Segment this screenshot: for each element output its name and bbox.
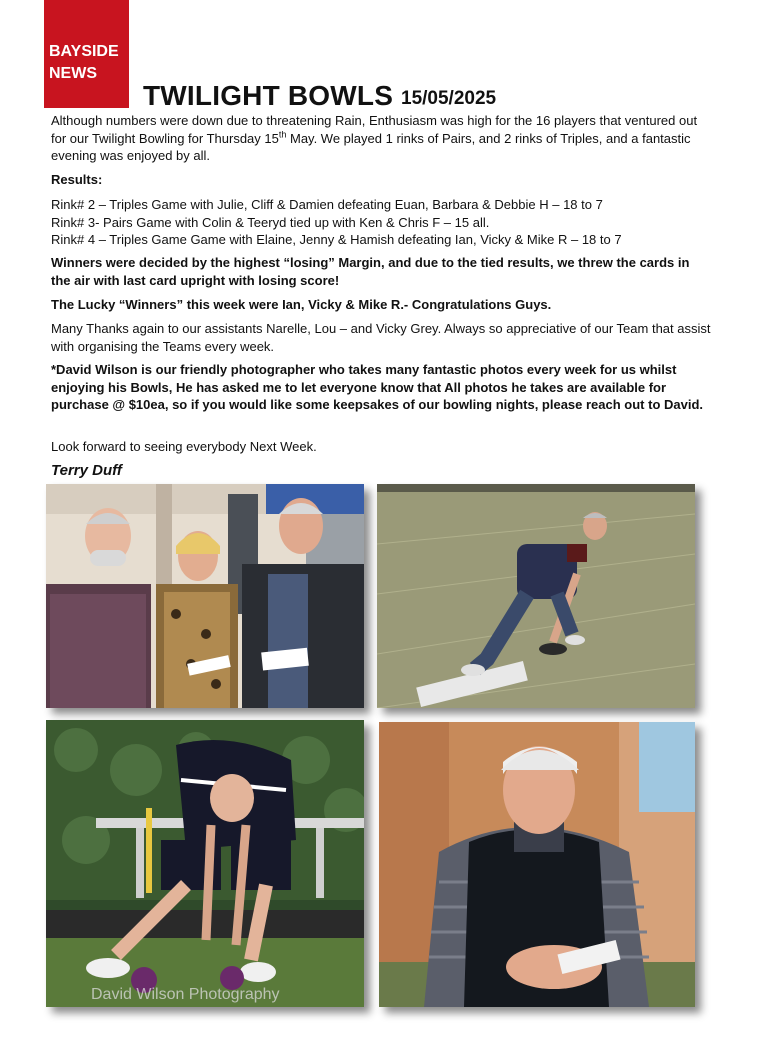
photo-bowler-measuring <box>46 720 364 1007</box>
photographer-note: *David Wilson is our friendly photographer who takes many fantastic photos every week for us whilst enjoying his Bowls, He has asked me to let everyone know that All photos he takes are available for purchase @ $10ea, so if you would like some keepsakes of our bowling nights, please reach out to David. <box>51 362 704 412</box>
badge-line-2: NEWS <box>49 65 97 82</box>
results-heading: Results: <box>51 172 103 187</box>
photo-winners <box>46 484 364 708</box>
result-line: Rink# 3- Pairs Game with Colin & Teeryd tied up with Ken & Chris F – 15 all. <box>51 214 490 230</box>
thanks-paragraph: Many Thanks again to our assistants Narelle, Lou – and Vicky Grey. Always so appreciative of our Team that assist with organising the Teams every week. <box>51 321 711 354</box>
author-signature: Terry Duff <box>51 462 122 479</box>
result-line: Rink# 2 – Triples Game with Julie, Cliff & Damien defeating Euan, Barbara & Debbie H – 18 to 7 <box>51 197 603 212</box>
closing-line: Look forward to seeing everybody Next Week. <box>51 439 317 454</box>
photo-watermark: David Wilson Photography <box>91 986 280 1003</box>
results-list <box>51 196 711 249</box>
bayside-news-badge <box>44 0 129 108</box>
lucky-winners: The Lucky “Winners” this week were Ian, Vicky & Mike R.- Congratulations Guys. <box>51 297 552 312</box>
result-line: Rink# 4 – Triples Game Game with Elaine, Jenny & Hamish defeating Ian, Vicky & Mike R – 18 to 7 <box>51 232 622 247</box>
winners-note: Winners were decided by the highest “losing” Margin, and due to the tied results, we threw the cards in the air with last card upright with losing score! <box>51 255 690 288</box>
page-title: TWILIGHT BOWLS <box>143 80 394 111</box>
photo-man-writing <box>379 722 695 1007</box>
badge-line-1: BAYSIDE <box>49 43 119 60</box>
event-date: 15/05/2025 <box>401 88 497 109</box>
photo-bowler-delivering <box>377 484 695 708</box>
intro-paragraph: Although numbers were down due to threatening Rain, Enthusiasm was high for the 16 players that ventured out for our Twilight Bowling for Thursday 15th May. We played 1 rinks of Pairs, and 2 rinks of Triples, and a fantastic evening was enjoyed by all. <box>51 113 698 163</box>
